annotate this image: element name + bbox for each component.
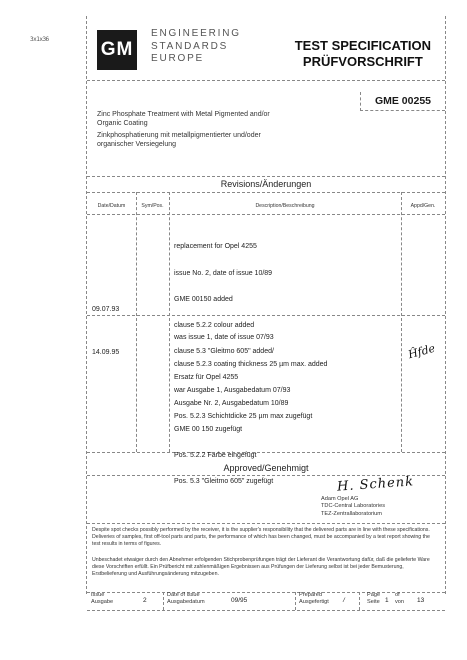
revision-1-line: Ersatz für Opel 4255 xyxy=(174,373,239,381)
standard-number: GME 00255 xyxy=(360,92,445,111)
company-line-3: TEZ-Zentrallaboratorium xyxy=(321,510,382,517)
issue-label-en: Issue xyxy=(91,592,105,598)
revision-2-line: war Ausgabe 1, Ausgabedatum 07/93 xyxy=(174,386,291,394)
header-divider xyxy=(87,80,445,81)
col-divider-3 xyxy=(401,192,402,452)
engineering-standards-label xyxy=(151,28,241,66)
prepared-label xyxy=(299,592,329,610)
of-label xyxy=(395,592,404,610)
revision-1-line: clause 5.2.2 colour added xyxy=(174,321,255,329)
company-line-2: TDC-Central Laboratories xyxy=(321,503,386,510)
engineering-line-1: ENGINEERING xyxy=(151,28,241,39)
revision-1-line: Ausgabe Nr. 2, Ausgabedatum 10/89 xyxy=(174,400,289,408)
title-line-2: PRÜFVORSCHRIFT xyxy=(302,54,423,69)
issue-label-de: Ausgabe xyxy=(91,599,114,605)
corner-mark: 3x1x36 xyxy=(30,36,49,43)
col-header-date: Date/Datum xyxy=(97,203,126,209)
engineering-line-2: STANDARDS xyxy=(151,40,229,52)
revision-1-line: clause 5.3 "Gleitmo 605" added/ xyxy=(174,347,274,355)
title-line-1: TEST SPECIFICATION xyxy=(294,38,431,53)
revision-1-line: replacement for Opel 4255 xyxy=(174,243,257,251)
bottom-divider-1 xyxy=(163,592,164,610)
col-divider-2 xyxy=(169,192,170,452)
date-of-issue-label xyxy=(167,592,205,610)
approved-title: Approved/Genehmigt xyxy=(223,463,309,473)
gm-logo: GM xyxy=(97,30,137,70)
col-header-approved: Appd/Gen. xyxy=(410,203,436,209)
bottom-divider-2 xyxy=(295,592,296,610)
issue-label xyxy=(91,592,113,610)
revision-1-line: GME 00 150 zugefügt xyxy=(174,426,243,434)
subject-de-line-1: Zinkphosphatierung mit metallpigmentierter und/oder xyxy=(97,132,261,140)
document-title xyxy=(295,38,431,70)
date-label-de: Ausgabedatum xyxy=(167,599,205,605)
bottom-divider-3 xyxy=(359,592,360,610)
footer-divider xyxy=(87,523,445,524)
prepared-value: / xyxy=(343,597,345,604)
page-label xyxy=(367,592,380,610)
revision-2-date: 14.09.95 xyxy=(92,349,120,356)
col-header-sym: Sym/Pos. xyxy=(141,203,164,209)
revision-1-line: issue No. 2, date of issue 10/89 xyxy=(174,269,273,277)
revision-1-date: 09.07.93 xyxy=(92,306,120,313)
bottom-row-bottom-border xyxy=(87,610,445,611)
subject-de-line-2: organischer Versiegelung xyxy=(97,140,176,148)
page-label-en: Page xyxy=(367,592,381,598)
revision-2-line: Pos. 5.2.3 Schichtdicke 25 µm max zugefügt xyxy=(174,412,313,420)
date-label-en: Date of issue xyxy=(167,592,200,598)
col-divider-1 xyxy=(136,192,137,452)
revision-1-line: Pos. 5.2.2 Farbe eingefügt xyxy=(174,452,257,460)
revision-2-line: was issue 1, date of issue 07/93 xyxy=(174,334,274,342)
revisions-title: Revisions/Änderungen xyxy=(220,179,312,189)
revision-1-divider xyxy=(87,315,445,316)
approval-initials: Ĥfde xyxy=(406,341,437,362)
revisions-title-divider xyxy=(87,192,445,193)
footer-text-de: Unbeschadet etwaiger durch den Abnehmer erfolgenden Stichprobenprüfungen trägt der Lieferant die Verantwortung dafür, daß die gelieferte Ware diese Vorschriften erfüllt. Ein Prüfbericht mit zahlenmäßigen Ergebnissen aus Prüfungen der Lieferung selbst ist bei jeder Bemusterung, Erstbelieferung und Ausführungsänderung mitzugeben. xyxy=(92,557,430,577)
revision-1-line: GME 00150 added xyxy=(174,295,233,303)
company-line-1: Adam Opel AG xyxy=(321,496,359,502)
col-header-description: Description/Beschreibung xyxy=(255,203,315,209)
revision-2-line: clause 5.2.3 coating thickness 25 µm max. added xyxy=(174,360,328,368)
revisions-top-border xyxy=(87,176,445,177)
issue-value: 2 xyxy=(143,597,147,604)
of-label-en: of xyxy=(395,592,400,598)
prepared-label-en: Prepared xyxy=(299,592,323,598)
bottom-info-row xyxy=(87,592,445,610)
subject-en-line-2: Organic Coating xyxy=(97,119,148,127)
revision-1-line: Pos. 5.3 "Gleitmo 605" zugefügt xyxy=(174,478,274,486)
subject-en-line-1: Zinc Phosphate Treatment with Metal Pigmented and/or xyxy=(97,111,270,118)
document-page xyxy=(86,16,446,605)
company-block xyxy=(321,496,385,518)
page-value: 1 xyxy=(385,597,389,604)
revisions-header-divider xyxy=(87,214,445,215)
engineering-line-3: EUROPE xyxy=(151,53,205,65)
page-label-de: Seite xyxy=(367,599,380,605)
approval-signature: H. Schenk xyxy=(336,474,415,495)
date-of-issue-value: 09/95 xyxy=(231,597,248,604)
revision-entry-2 xyxy=(174,317,327,439)
footer-text-en: Despite spot checks possibly performed by the receiver, it is the supplier's responsibility that the delivered parts are in line with these specifications. Deliveries of samples, first off-tool parts and parts, the performance of which has been changed, must be accompanied by a test report showing the test results in terms of figures. xyxy=(92,527,430,547)
prepared-label-de: Ausgefertigt xyxy=(299,599,329,605)
of-label-de: von xyxy=(395,599,405,605)
of-value: 13 xyxy=(417,597,425,604)
subject-block xyxy=(97,111,337,149)
